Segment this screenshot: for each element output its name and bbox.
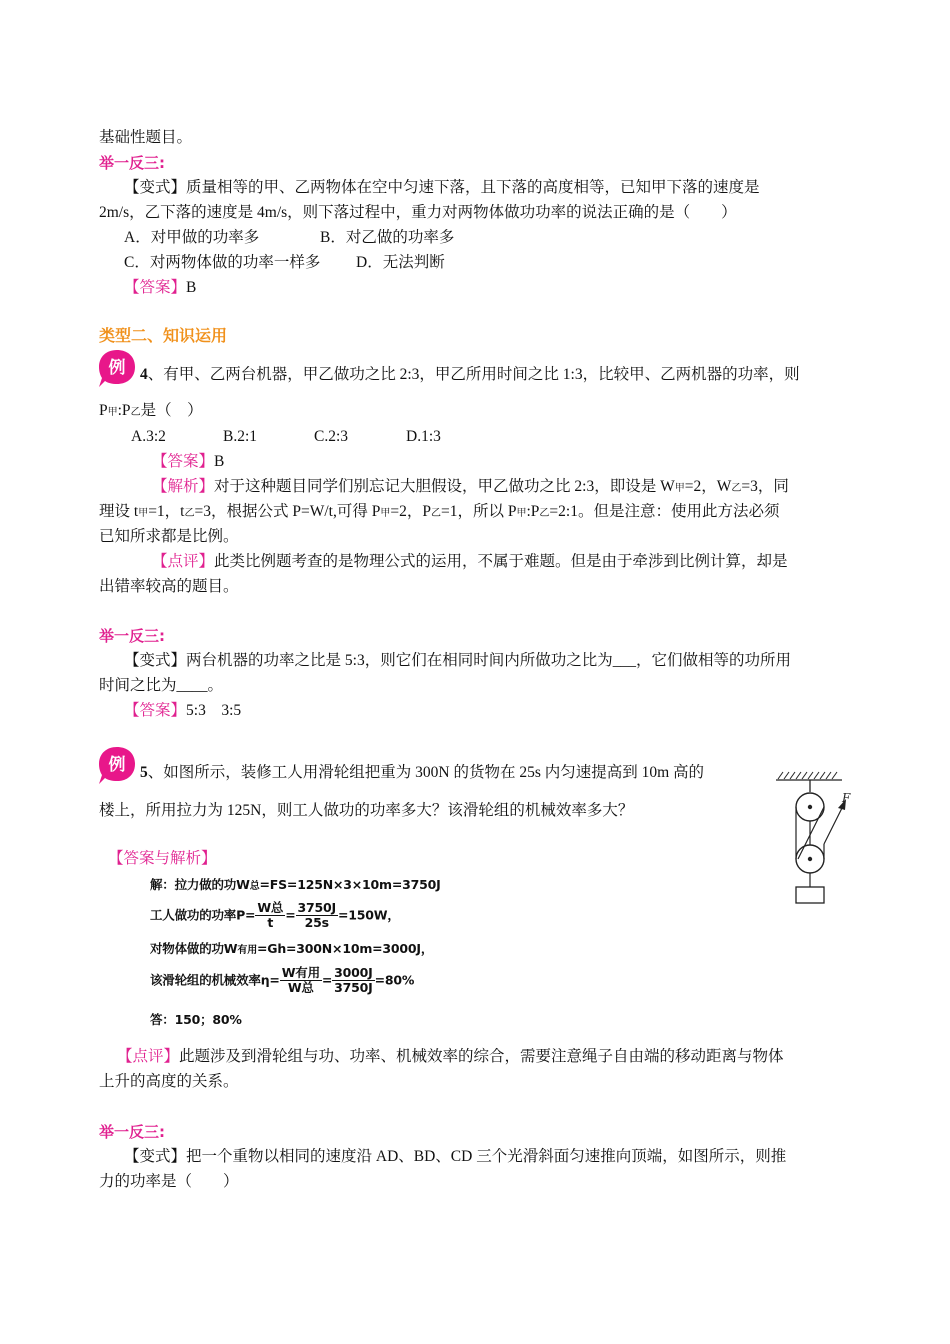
answer-value: B bbox=[186, 279, 197, 296]
variant-tag: 【变式】 bbox=[124, 1148, 187, 1165]
solution-line-5: 答：150；80% bbox=[150, 1012, 242, 1027]
option-c: C．对两物体做的功率一样多 bbox=[124, 254, 321, 271]
analysis-4-line3: 已知所求都是比例。 bbox=[99, 528, 239, 545]
variant-question-1 bbox=[124, 177, 760, 199]
option-c: C.2:3 bbox=[314, 428, 349, 445]
svg-text:例: 例 bbox=[108, 755, 126, 775]
example-badge-icon bbox=[97, 745, 137, 785]
section-header-3: 举一反三: bbox=[99, 1123, 165, 1141]
example-number: 4 bbox=[140, 366, 148, 383]
type-two-title: 类型二、知识运用 bbox=[99, 326, 228, 345]
variant-tag: 【变式】 bbox=[124, 179, 187, 196]
comment-4-line2: 出错率较高的题目。 bbox=[99, 578, 239, 595]
comment-5-line1: 【点评】此题涉及到滑轮组与功、功率、机械效率的综合，需要注意绳子自由端的移动距离与物体 bbox=[117, 1048, 784, 1065]
answer-tag: 【答案】 bbox=[152, 453, 215, 470]
solution-line-4: 该滑轮组的机械效率η= $\frac{\text{W有用}}{\text{W总}}$ = $\frac{3000J}{3750J}$ =80% bbox=[150, 965, 415, 995]
variant-text: 质量相等的甲、乙两物体在空中匀速下落，且下落的高度相等，已知甲下落的速度是 bbox=[186, 179, 760, 196]
variant-question-2-cont: 时间之比为____。 bbox=[99, 677, 224, 694]
svg-text:例: 例 bbox=[108, 358, 126, 378]
analysis-tag: 【解析】 bbox=[152, 478, 215, 495]
comment-5-line2: 上升的高度的关系。 bbox=[99, 1073, 239, 1090]
answer-sec2 bbox=[124, 700, 241, 722]
comment-4-line1: 【点评】此类比例题考查的是物理公式的运用，不属于难题。但是由于牵涉到比例计算，却是 bbox=[152, 553, 788, 570]
analysis-4-line2: 理设 t甲=1，t乙=3，根据公式 P=W/t,可得 P甲=2，P乙=1，所以 P甲:P乙=2:1。但是注意：使用此方法必须 bbox=[99, 503, 780, 520]
option-a: A．对甲做的功率多 bbox=[124, 229, 260, 246]
answer-4 bbox=[152, 451, 224, 473]
section-header-2: 举一反三: bbox=[99, 627, 165, 645]
fraction-w-over-t: $\frac{\text{W总}}{t}$ bbox=[257, 900, 284, 930]
example-4-question bbox=[140, 364, 800, 386]
variant-question-1-cont: 2m/s，乙下落的速度是 4m/s，则下落过程中，重力对两物体做功功率的说法正确的是（ ） bbox=[99, 204, 737, 221]
solution-tag: 【答案与解析】 bbox=[108, 850, 217, 867]
variant-tag: 【变式】 bbox=[124, 652, 187, 669]
answer-1 bbox=[124, 277, 196, 299]
option-row-1 bbox=[124, 227, 455, 249]
example-number: 5 bbox=[140, 764, 148, 781]
force-label: F bbox=[842, 791, 851, 805]
comment-tag: 【点评】 bbox=[152, 553, 215, 570]
option-b: B．对乙做的功率多 bbox=[320, 229, 455, 246]
pulley-diagram bbox=[770, 768, 860, 910]
answer-value: B bbox=[214, 453, 225, 470]
variant-question-2: 【变式】两台机器的功率之比是 5:3，则它们在相同时间内所做功之比为___，它们做相等的功所用 bbox=[124, 652, 791, 669]
option-d: D．无法判断 bbox=[356, 254, 445, 271]
fraction-wyouyong-over-wzong: $\frac{\text{W有用}}{\text{W总}}$ bbox=[281, 965, 320, 995]
analysis-4-line1: 【解析】对于这种题目同学们别忘记大胆假设，甲乙做功之比 2:3，即设是 W甲=2，W乙=3，同 bbox=[152, 478, 789, 495]
solution-line-3: 对物体做的功W有用=Gh=300N×10m=3000J， bbox=[150, 941, 434, 956]
section-header-1: 举一反三: bbox=[99, 154, 165, 172]
intro-tail: 基础性题目。 bbox=[99, 129, 193, 146]
option-d: D.1:3 bbox=[406, 428, 441, 445]
option-b: B.2:1 bbox=[223, 428, 258, 445]
example-badge-icon bbox=[97, 348, 137, 388]
example-5-question-cont: 楼上，所用拉力为 125N，则工人做功的功率多大？该滑轮组的机械效率多大？ bbox=[99, 802, 634, 819]
answer-tag: 【答案】 bbox=[124, 279, 187, 296]
example-4-question-cont: P甲:P乙是（ ） bbox=[99, 402, 203, 419]
example-4-text: 、有甲、乙两台机器，甲乙做功之比 2:3，甲乙所用时间之比 1:3，比较甲、乙两机器的功率，则 bbox=[147, 366, 800, 383]
answer-value: 5:3 3:5 bbox=[186, 702, 242, 719]
comment-tag: 【点评】 bbox=[117, 1048, 180, 1065]
option-row-2 bbox=[124, 252, 445, 274]
fraction-3000-over-3750: $\frac{3000J}{3750J}$ bbox=[334, 965, 373, 995]
example-5-question: 5、如图所示，装修工人用滑轮组把重为 300N 的货物在 25s 内匀速提高到 10m 高的 bbox=[140, 764, 705, 781]
solution-line-2: 工人做功的功率P= $\frac{\text{W总}}{t}$ = $\frac{3750J}{25s}$ =150W， bbox=[150, 900, 400, 930]
option-a: A.3:2 bbox=[131, 428, 166, 445]
solution-line-1: 解：拉力做的功W总=FS=125N×3×10m=3750J bbox=[150, 877, 441, 892]
fraction-3750-over-25: $\frac{3750J}{25s}$ bbox=[297, 900, 336, 930]
variant-question-3-cont: 力的功率是（ ） bbox=[99, 1173, 239, 1190]
variant-question-3: 【变式】把一个重物以相同的速度沿 AD、BD、CD 三个光滑斜面匀速推向顶端，如图所示，则推 bbox=[124, 1148, 787, 1165]
answer-tag: 【答案】 bbox=[124, 702, 187, 719]
